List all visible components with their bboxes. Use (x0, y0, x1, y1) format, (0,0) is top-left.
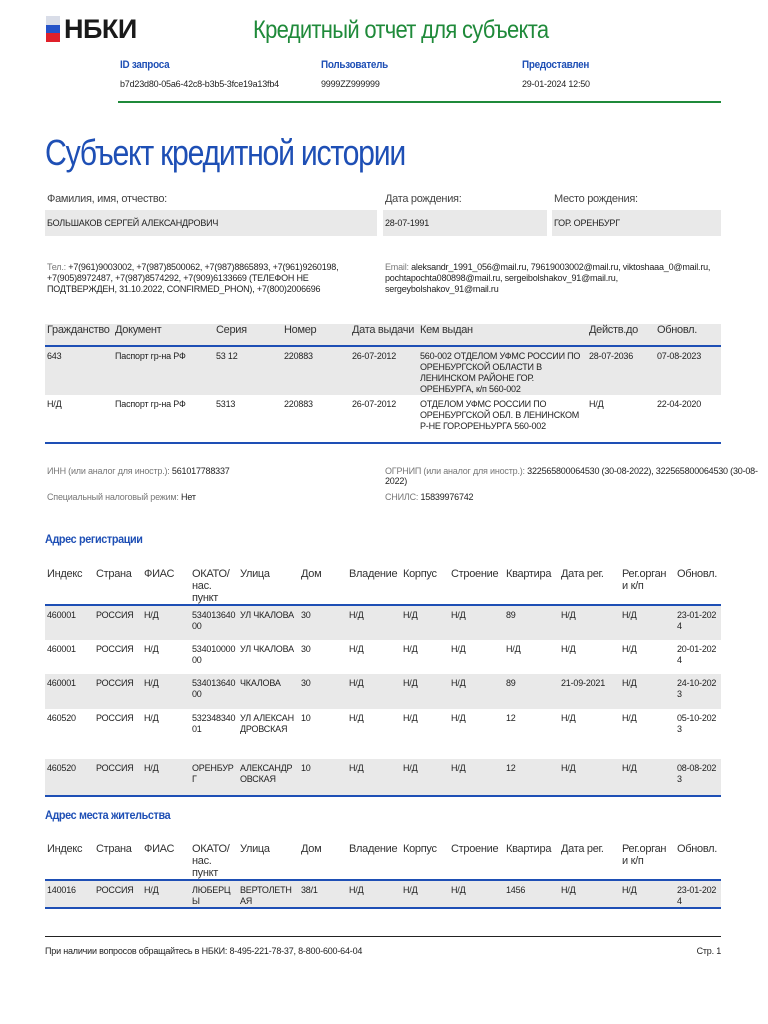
tax-line (47, 492, 196, 502)
cell: Н/Д (403, 713, 418, 723)
cell: Н/Д (144, 713, 159, 723)
report-title: Кредитный отчет для субъекта (253, 16, 549, 44)
reg-address-table (45, 563, 721, 797)
cell: Н/Д (622, 610, 637, 620)
cell: Н/Д (451, 610, 466, 620)
phones-block (47, 262, 372, 295)
col-header: Номер (284, 324, 317, 336)
documents-table (45, 324, 721, 444)
cell: 53 12 (216, 351, 238, 361)
cell: Н/Д (589, 399, 604, 409)
col-header: Страна (96, 568, 132, 580)
phones-value: +7(961)9003002, +7(987)8500062, +7(987)8865893, +7(961)9260198, +7(905)8972487, +7(987)8574292, +7(909)6133669 (ТЕЛЕФОН НЕ ПОДТВЕРЖДЕН, 31.10.2022, CONFIRMED_PHON), +7(800)2006696 (47, 262, 339, 294)
cell: ЧКАЛОВА (240, 678, 281, 688)
request-id-label: ID запроса (120, 59, 170, 71)
cell: Н/Д (506, 644, 521, 654)
cell: Н/Д (144, 678, 159, 688)
cell: 30 (301, 678, 311, 688)
cell: 460001 (47, 610, 76, 620)
user-value: 9999ZZ999999 (321, 79, 380, 89)
footer-contact: При наличии вопросов обращайтесь в НБКИ: 8-495-221-78-37, 8-800-600-64-04 (45, 946, 363, 956)
ogrnip-label: ОГРНИП (или аналог для иностр.): (385, 466, 525, 476)
cell: 5313 (216, 399, 236, 409)
cell: 10 (301, 763, 311, 773)
cell: Н/Д (622, 678, 637, 688)
cell: 23-01-2024 (677, 610, 717, 631)
col-header: Серия (216, 324, 247, 336)
cell: 12 (506, 713, 516, 723)
cell: Н/Д (561, 885, 576, 895)
pob-label: Место рождения: (554, 193, 638, 205)
col-header: Дом (301, 843, 322, 855)
col-header: Обновл. (677, 568, 718, 580)
cell: РОССИЯ (96, 644, 134, 654)
table-row (45, 395, 721, 443)
table-row (45, 346, 721, 395)
cell: 30 (301, 644, 311, 654)
cell: 05-10-2023 (677, 713, 717, 734)
name-value: БОЛЬШАКОВ СЕРГЕЙ АЛЕКСАНДРОВИЧ (45, 210, 377, 236)
cell: 460520 (47, 763, 76, 773)
logo-text: НБКИ (64, 13, 137, 44)
cell: Н/Д (403, 610, 418, 620)
col-header: Корпус (403, 843, 437, 855)
live-address-table (45, 838, 721, 909)
cell: Н/Д (451, 763, 466, 773)
table-row (45, 709, 721, 759)
tax-value: Нет (181, 492, 196, 502)
cell: 08-08-2023 (677, 763, 717, 784)
live-header-row (45, 838, 721, 880)
col-header: Гражданство (47, 324, 110, 336)
cell: 220883 (284, 399, 313, 409)
cell: Н/Д (349, 678, 364, 688)
cell: Н/Д (561, 763, 576, 773)
cell: 53401000000 (192, 644, 236, 665)
cell: Паспорт гр-на РФ (115, 399, 186, 409)
snils-line (385, 492, 473, 502)
provided-block (522, 59, 597, 89)
cell: Н/Д (349, 885, 364, 895)
table-row (45, 640, 721, 674)
cell: 89 (506, 610, 516, 620)
documents-header-row (45, 324, 721, 346)
col-header: Улица (240, 843, 270, 855)
tax-label: Специальный налоговый режим: (47, 492, 179, 502)
cell: 643 (47, 351, 62, 361)
cell: 26-07-2012 (352, 351, 397, 361)
col-header: Дата рег. (561, 843, 604, 855)
col-header: ОКАТО/нас. пункт (192, 843, 230, 879)
cell: Н/Д (451, 885, 466, 895)
cell: УЛ ЧКАЛОВА (240, 610, 294, 620)
cell: УЛ ЧКАЛОВА (240, 644, 294, 654)
cell: Н/Д (144, 610, 159, 620)
cell: 460001 (47, 644, 76, 654)
cell: УЛ АЛЕКСАНДРОВСКАЯ (240, 713, 294, 734)
table-row (45, 880, 721, 908)
cell: Н/Д (349, 644, 364, 654)
cell: Н/Д (403, 678, 418, 688)
cell: 30 (301, 610, 311, 620)
cell: 1456 (506, 885, 526, 895)
dob-value: 28-07-1991 (383, 210, 547, 236)
col-header: Индекс (47, 843, 83, 855)
request-id-value: b7d23d80-05a6-42c8-b3b5-3fce19a13fb4 (120, 79, 279, 89)
col-header: Дата выдачи (352, 324, 415, 336)
col-header: Действ.до (589, 324, 638, 336)
cell: 89 (506, 678, 516, 688)
col-header: Кем выдан (420, 324, 473, 336)
provided-label: Предоставлен (522, 59, 590, 71)
cell: ЛЮБЕРЦЫ (192, 885, 231, 906)
col-header: Владение (349, 843, 398, 855)
flag-icon (46, 16, 60, 42)
reg-address-title: Адрес регистрации (45, 532, 143, 546)
cell: Н/Д (403, 644, 418, 654)
table-row (45, 674, 721, 709)
col-header: Улица (240, 568, 270, 580)
footer-divider (45, 936, 721, 937)
cell: ОТДЕЛОМ УФМС РОССИИ ПО ОРЕНБУРГСКОЙ ОБЛ. В ЛЕНИНСКОМ Р-НЕ ГОР.ОРЕНЬУРГА 560-002 (420, 399, 580, 431)
cell: РОССИЯ (96, 713, 134, 723)
table-row (45, 605, 721, 640)
col-header: Рег.орган и к/п (622, 568, 667, 592)
cell: Н/Д (451, 678, 466, 688)
cell: Н/Д (561, 644, 576, 654)
ogrnip-value: 322565800064530 (30-08-2022), 322565800064530 (30-08-2022) (385, 466, 758, 486)
cell: ОРЕНБУРГ (192, 763, 234, 784)
cell: 12 (506, 763, 516, 773)
col-header: Квартира (506, 568, 552, 580)
reg-header-row (45, 563, 721, 605)
inn-label: ИНН (или аналог для иностр.): (47, 466, 170, 476)
cell: 07-08-2023 (657, 351, 702, 361)
col-header: Корпус (403, 568, 437, 580)
table-row (45, 759, 721, 796)
cell: 460520 (47, 713, 76, 723)
inn-line (47, 466, 230, 476)
cell: 140016 (47, 885, 76, 895)
dob-label: Дата рождения: (385, 193, 462, 205)
cell: 460001 (47, 678, 76, 688)
cell: 53234834001 (192, 713, 236, 734)
col-header: Рег.орган и к/п (622, 843, 667, 867)
cell: Н/Д (622, 885, 637, 895)
col-header: Документ (115, 324, 162, 336)
col-header: Строение (451, 843, 499, 855)
col-header: ФИАС (144, 843, 175, 855)
emails-block (385, 262, 721, 295)
ogrnip-line (385, 466, 768, 486)
cell: 20-01-2024 (677, 644, 717, 665)
inn-value: 561017788337 (171, 466, 230, 476)
cell: Н/Д (144, 644, 159, 654)
cell: РОССИЯ (96, 763, 134, 773)
cell: Н/Д (349, 763, 364, 773)
cell: Н/Д (403, 885, 418, 895)
snils-label: СНИЛС: (385, 492, 419, 502)
name-label: Фамилия, имя, отчество: (47, 193, 167, 205)
cell: Н/Д (47, 399, 62, 409)
cell: 10 (301, 713, 311, 723)
cell: Н/Д (622, 644, 637, 654)
col-header: Строение (451, 568, 499, 580)
page-number: Стр. 1 (696, 946, 721, 956)
cell: Н/Д (144, 885, 159, 895)
cell: 38/1 (301, 885, 318, 895)
cell: Н/Д (451, 713, 466, 723)
live-address-title: Адрес места жительства (45, 808, 171, 822)
pob-value: ГОР. ОРЕНБУРГ (552, 210, 721, 236)
provided-value: 29-01-2024 12:50 (522, 79, 590, 89)
user-block (321, 59, 395, 89)
email-label: Email: (385, 262, 409, 272)
cell: 560-002 ОТДЕЛОМ УФМС РОССИИ ПО ОРЕНБУРГСКОЙ ОБЛАСТИ В ЛЕНИНСКОМ РАЙОНЕ ГОР. ОРЕНБУРГА, к/п 560-002 (420, 351, 581, 394)
cell: РОССИЯ (96, 610, 134, 620)
col-header: Квартира (506, 843, 552, 855)
col-header: Страна (96, 843, 132, 855)
cell: 28-07-2036 (589, 351, 634, 361)
col-header: Индекс (47, 568, 83, 580)
col-header: Дата рег. (561, 568, 604, 580)
nbki-logo (46, 14, 137, 44)
cell: РОССИЯ (96, 678, 134, 688)
subject-section-title: Субъект кредитной истории (45, 132, 406, 173)
col-header: Обновл. (657, 324, 698, 336)
cell: Н/Д (451, 644, 466, 654)
request-id-block (120, 59, 279, 89)
cell: РОССИЯ (96, 885, 134, 895)
cell: Н/Д (349, 610, 364, 620)
cell: 53401364000 (192, 678, 236, 699)
emails-value: aleksandr_1991_056@mail.ru, 79619003002@mail.ru, viktoshaaa_0@mail.ru, pochtapochta080898@mail.ru, sergeibolshakov_91@mail.ru, sergeybolshakov_91@mail.ru (385, 262, 711, 294)
cell: 24-10-2023 (677, 678, 717, 699)
cell: 23-01-2024 (677, 885, 717, 906)
cell: Н/Д (349, 713, 364, 723)
cell: Н/Д (561, 610, 576, 620)
cell: Н/Д (403, 763, 418, 773)
cell: 53401364000 (192, 610, 236, 631)
cell: Паспорт гр-на РФ (115, 351, 186, 361)
cell: ВЕРТОЛЕТНАЯ (240, 885, 292, 906)
cell: 220883 (284, 351, 313, 361)
col-header: Владение (349, 568, 398, 580)
header-divider (118, 101, 721, 103)
phones-label: Тел.: (47, 262, 66, 272)
col-header: ФИАС (144, 568, 175, 580)
col-header: ОКАТО/нас. пункт (192, 568, 230, 604)
cell: АЛЕКСАНДРОВСКАЯ (240, 763, 293, 784)
cell: 22-04-2020 (657, 399, 702, 409)
snils-value: 15839976742 (420, 492, 474, 502)
cell: Н/Д (561, 713, 576, 723)
cell: Н/Д (622, 763, 637, 773)
user-label: Пользователь (321, 59, 388, 71)
cell: 21-09-2021 (561, 678, 606, 688)
cell: Н/Д (622, 713, 637, 723)
cell: Н/Д (144, 763, 159, 773)
col-header: Обновл. (677, 843, 718, 855)
col-header: Дом (301, 568, 322, 580)
cell: 26-07-2012 (352, 399, 397, 409)
